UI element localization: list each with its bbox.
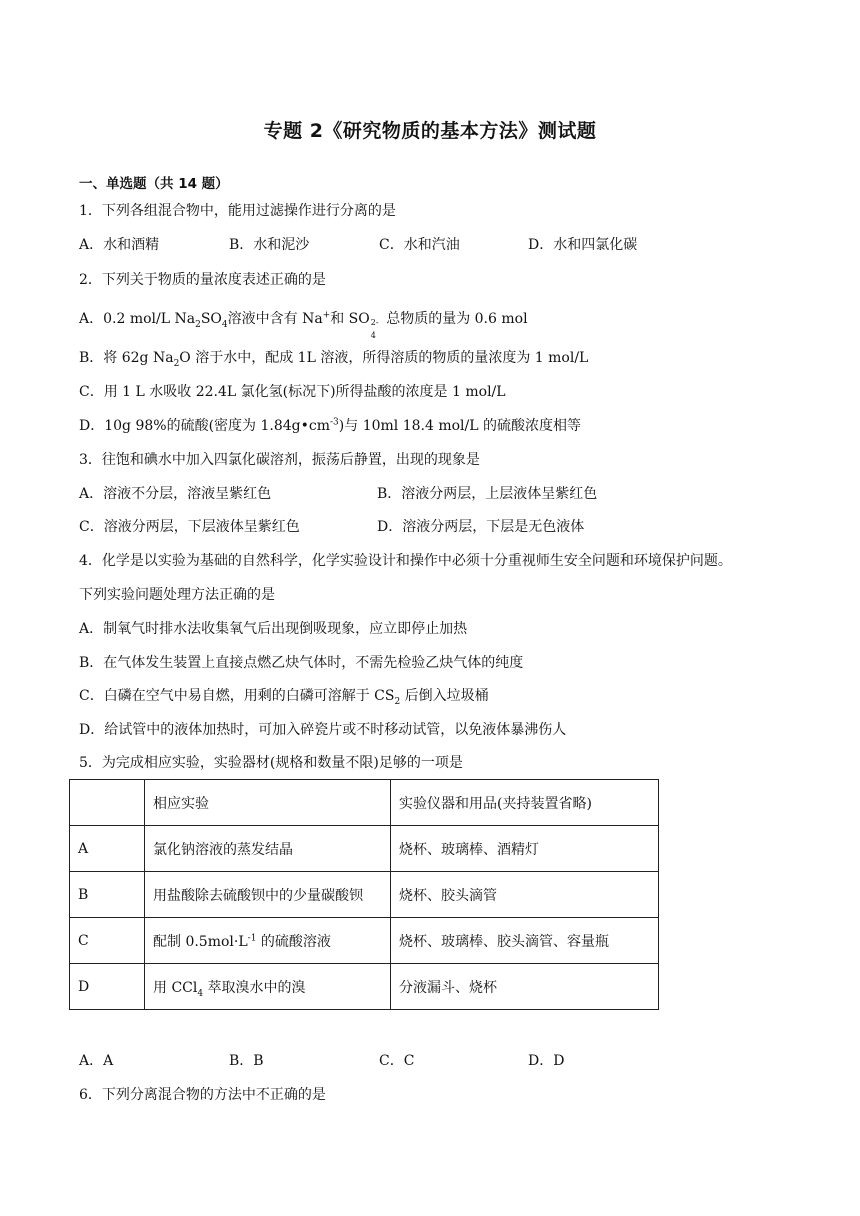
question-2-stem: 2．下列关于物质的量浓度表述正确的是 xyxy=(79,272,326,288)
table-cell: 烧杯、玻璃棒、酒精灯 xyxy=(391,826,659,872)
q2-a-text-5: 总物质的量为 0.6 mol xyxy=(381,311,528,327)
question-6-stem: 6．下列分离混合物的方法中不正确的是 xyxy=(79,1087,326,1103)
q5-option-d: D．D xyxy=(528,1053,565,1069)
q2-a-text-1: A．0.2 mol/L Na xyxy=(79,311,196,327)
cell-text: 用 CCl xyxy=(153,979,198,996)
q4-option-c xyxy=(79,686,489,706)
q2-b-text-1: B．将 62g Na xyxy=(79,350,174,366)
q1-option-b: B．水和泥沙 xyxy=(229,237,310,253)
table-cell: 氯化钠溶液的蒸发结晶 xyxy=(145,826,391,872)
question-1-stem: 1．下列各组混合物中，能用过滤操作进行分离的是 xyxy=(79,203,396,219)
ion-subscript: 4 xyxy=(370,331,376,340)
q2-option-d xyxy=(79,416,581,436)
q2-d-sup: -3 xyxy=(330,417,339,428)
experiment-table xyxy=(69,779,659,1010)
question-3-stem: 3．往饱和碘水中加入四氯化碳溶剂，振荡后静置，出现的现象是 xyxy=(79,452,480,468)
table-row xyxy=(70,964,659,1010)
q5-option-b: B．B xyxy=(229,1053,264,1069)
q4-c-sub: 2 xyxy=(394,696,401,707)
cell-sub: 4 xyxy=(197,988,204,999)
q4-option-a: A．制氧气时排水法收集氧气后出现倒吸现象，应立即停止加热 xyxy=(79,621,468,637)
table-cell xyxy=(145,918,391,964)
question-5-stem: 5．为完成相应实验，实验器材(规格和数量不限)足够的一项是 xyxy=(79,755,463,771)
page-title: 专题 2《研究物质的基本方法》测试题 xyxy=(263,120,597,142)
q2-d-text-2: )与 10ml 18.4 mol/L 的硫酸浓度相等 xyxy=(338,418,581,434)
table-cell: 实验仪器和用品(夹持装置省略) xyxy=(391,780,659,826)
q2-option-b xyxy=(79,348,588,368)
q3-option-d: D．溶液分两层，下层是无色液体 xyxy=(377,519,585,535)
q2-b-text-2: O 溶于水中，配成 1L 溶液，所得溶质的物质的量浓度为 1 mol/L xyxy=(179,350,589,366)
q2-a-text-4: 和 SO xyxy=(330,311,370,327)
q2-option-c: C．用 1 L 水吸收 22.4L 氯化氢(标况下)所得盐酸的浓度是 1 mol/L xyxy=(79,384,506,400)
q4-option-b: B．在气体发生装置上直接点燃乙炔气体时，不需先检验乙炔气体的纯度 xyxy=(79,655,524,671)
question-4-stem-line2: 下列实验问题处理方法正确的是 xyxy=(79,587,275,603)
table-cell: 用盐酸除去硫酸钡中的少量碳酸钡 xyxy=(145,872,391,918)
cell-sup: -1 xyxy=(247,932,257,943)
q2-a-sub-2: 4 xyxy=(221,319,228,330)
section-heading: 一、单选题（共 14 题） xyxy=(79,176,229,192)
question-4-stem-line1: 4．化学是以实验为基础的自然科学，化学实验设计和操作中必须十分重视师生安全问题和环境保护问题。 xyxy=(79,553,732,569)
q1-option-c: C．水和汽油 xyxy=(379,237,460,253)
q2-option-a xyxy=(79,309,528,340)
q4-c-text-2: 后倒入垃圾桶 xyxy=(400,688,489,704)
q4-option-d: D．给试管中的液体加热时，可加入碎瓷片或不时移动试管，以免液体暴沸伤人 xyxy=(79,722,567,738)
cell-text: 萃取溴水中的溴 xyxy=(203,979,306,996)
table-header-row xyxy=(70,780,659,826)
table-cell: 烧杯、胶头滴管 xyxy=(391,872,659,918)
q5-option-c: C．C xyxy=(379,1053,415,1069)
q2-a-sub-1: 2 xyxy=(195,319,201,330)
table-cell: 相应实验 xyxy=(145,780,391,826)
q2-a-sup: + xyxy=(322,310,331,321)
q2-a-text-3: 溶液中含有 Na xyxy=(227,311,323,327)
cell-text: 配制 0.5mol·L xyxy=(153,933,248,950)
q2-d-text-1: D．10g 98%的硫酸(密度为 1.84g•cm xyxy=(79,418,330,434)
cell-text: 的硫酸溶液 xyxy=(256,933,331,950)
table-cell xyxy=(70,780,145,826)
table-cell xyxy=(145,964,391,1010)
q1-option-d: D．水和四氯化碳 xyxy=(528,237,638,253)
table-row xyxy=(70,826,659,872)
table-cell: A xyxy=(70,826,145,872)
table-cell: 分液漏斗、烧杯 xyxy=(391,964,659,1010)
table-cell: D xyxy=(70,964,145,1010)
table-row xyxy=(70,918,659,964)
table-cell: C xyxy=(70,918,145,964)
ion-charge: 2- xyxy=(370,318,379,327)
table-cell: B xyxy=(70,872,145,918)
q2-b-sub: 2 xyxy=(173,358,180,369)
q4-c-text-1: C．白磷在空气中易自燃，用剩的白磷可溶解于 CS xyxy=(79,688,395,704)
q5-option-a: A．A xyxy=(79,1053,114,1069)
table-row xyxy=(70,872,659,918)
q2-a-text-2: SO xyxy=(200,311,222,327)
q3-option-a: A．溶液不分层，溶液呈紫红色 xyxy=(79,486,272,502)
table-cell: 烧杯、玻璃棒、胶头滴管、容量瓶 xyxy=(391,918,659,964)
q1-option-a: A．水和酒精 xyxy=(79,237,160,253)
q3-option-b: B．溶液分两层，上层液体呈紫红色 xyxy=(377,486,598,502)
q3-option-c: C．溶液分两层，下层液体呈紫红色 xyxy=(79,519,300,535)
